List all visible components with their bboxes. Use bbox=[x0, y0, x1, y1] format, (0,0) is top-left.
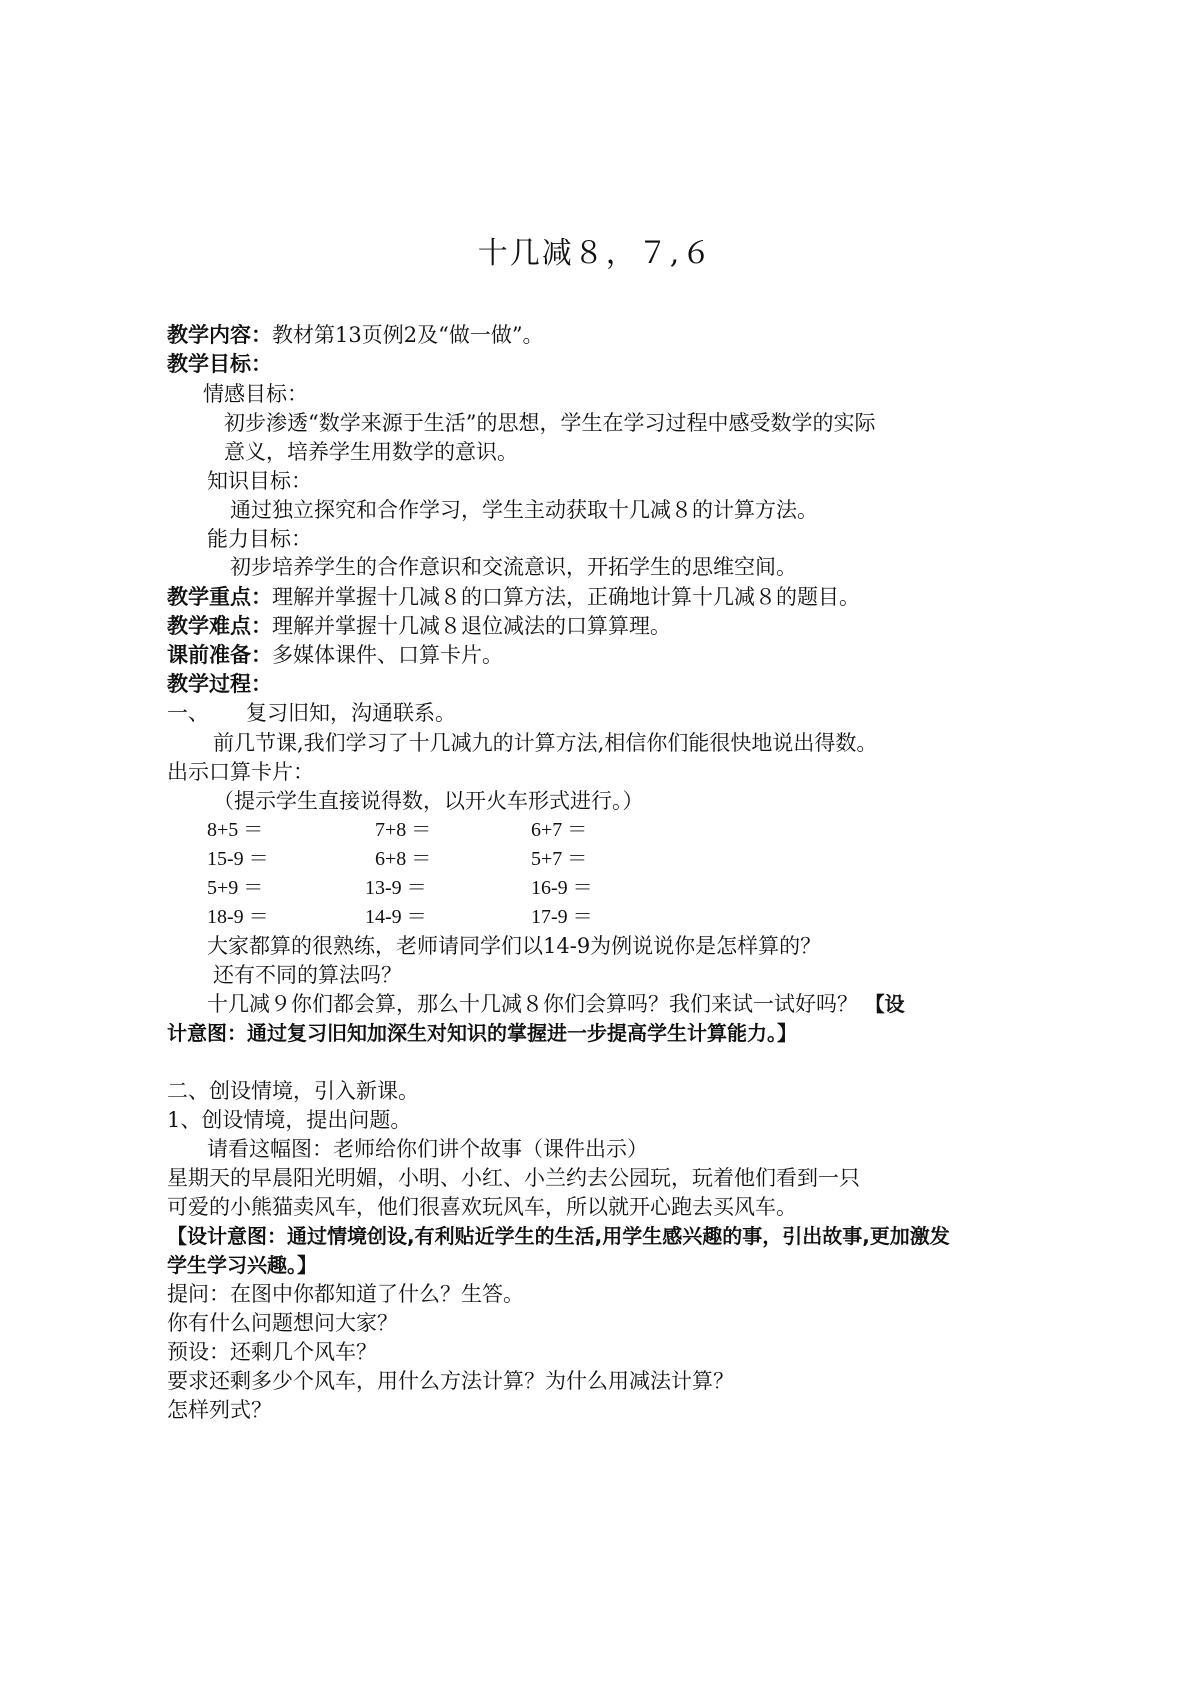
difficulty-line bbox=[167, 612, 671, 640]
paragraph-story-1: 星期天的早晨阳光明媚，小明、小红、小兰约去公园玩，玩着他们看到一只 bbox=[167, 1166, 860, 1190]
question-4: 要求还剩多少个风车，用什么方法计算？为什么用减法计算？ bbox=[167, 1369, 734, 1393]
design-note-2-line-1: 【设计意图：通过情境创设,有利贴近学生的生活,用学生感兴趣的事，引出故事,更加激发 bbox=[167, 1224, 950, 1248]
paragraph-transition bbox=[207, 990, 905, 1018]
paragraph-story-intro: 请看这幅图：老师给你们讲个故事（课件出示） bbox=[207, 1137, 648, 1161]
ability-goal-text: 初步培养学生的合作意识和交流意识，开拓学生的思维空间。 bbox=[230, 555, 797, 579]
ability-goal-label: 能力目标： bbox=[207, 527, 312, 551]
equation-3-2: 13-9 ＝ bbox=[365, 877, 427, 899]
emotion-goal-text-1: 初步渗透“数学来源于生活”的思想，学生在学习过程中感受数学的实际 bbox=[224, 411, 876, 435]
difficulty-label: 教学难点： bbox=[167, 614, 272, 638]
question-5: 怎样列式？ bbox=[167, 1398, 272, 1422]
equation-1-3: 6+7 ＝ bbox=[531, 819, 588, 841]
emotion-goal-label: 情感目标： bbox=[203, 382, 308, 406]
key-point-text: 理解并掌握十几减８的口算方法，正确地计算十几减８的题目。 bbox=[272, 585, 860, 609]
content-text: 教材第13页例2及“做一做”。 bbox=[272, 323, 544, 347]
paragraph-cards: 出示口算卡片： bbox=[167, 760, 314, 784]
equation-3-3: 16-9 ＝ bbox=[531, 877, 593, 899]
preparation-text: 多媒体课件、口算卡片。 bbox=[272, 643, 503, 667]
equation-1-1: 8+5 ＝ bbox=[207, 819, 264, 841]
process-label: 教学过程： bbox=[167, 672, 272, 696]
knowledge-goal-label: 知识目标： bbox=[207, 469, 312, 493]
equation-2-1: 15-9 ＝ bbox=[207, 848, 269, 870]
paragraph-hint: （提示学生直接说得数，以开火车形式进行。） bbox=[213, 789, 644, 813]
equation-1-2: 7+8 ＝ bbox=[375, 819, 432, 841]
paragraph-review: 前几节课,我们学习了十几减九的计算方法,相信你们能很快地说出得数。 bbox=[213, 731, 878, 755]
knowledge-goal-text: 通过独立探究和合作学习，学生主动获取十几减８的计算方法。 bbox=[230, 498, 818, 522]
design-note-1-end: 计意图：通过复习旧知加深生对知识的掌握进一步提高学生计算能力。】 bbox=[167, 1021, 797, 1045]
emotion-goal-text-2: 意义，培养学生用数学的意识。 bbox=[224, 440, 518, 464]
subsection1-title: 1、创设情境，提出问题。 bbox=[167, 1108, 412, 1132]
design-note-1-start: 【设 bbox=[864, 992, 905, 1016]
content-label: 教学内容： bbox=[167, 323, 272, 347]
page-title: 十几减８，７,６ bbox=[477, 236, 714, 271]
equation-4-1: 18-9 ＝ bbox=[207, 906, 269, 928]
question-3: 预设：还剩几个风车？ bbox=[167, 1340, 377, 1364]
goals-label: 教学目标： bbox=[167, 352, 272, 376]
paragraph-example: 大家都算的很熟练，老师请同学们以14-9为例说说你是怎样算的？ bbox=[207, 934, 822, 958]
section2-title: 二、创设情境，引入新课。 bbox=[167, 1079, 419, 1103]
transition-text: 十几减９你们都会算，那么十几减８你们会算吗？我们来试一试好吗？ bbox=[207, 992, 858, 1016]
question-2: 你有什么问题想问大家？ bbox=[167, 1311, 398, 1335]
preparation-label: 课前准备： bbox=[167, 643, 272, 667]
equation-4-2: 14-9 ＝ bbox=[365, 906, 427, 928]
difficulty-text: 理解并掌握十几减８退位减法的口算算理。 bbox=[272, 614, 671, 638]
section1-title: 复习旧知，沟通联系。 bbox=[246, 701, 456, 725]
key-point-line bbox=[167, 583, 860, 611]
equation-3-1: 5+9 ＝ bbox=[207, 877, 264, 899]
equation-4-3: 17-9 ＝ bbox=[531, 906, 593, 928]
preparation-line bbox=[167, 641, 503, 669]
paragraph-story-2: 可爱的小熊猫卖风车，他们很喜欢玩风车，所以就开心跑去买风车。 bbox=[167, 1195, 797, 1219]
key-point-label: 教学重点： bbox=[167, 585, 272, 609]
paragraph-other-methods: 还有不同的算法吗？ bbox=[213, 963, 402, 987]
question-1: 提问：在图中你都知道了什么？生答。 bbox=[167, 1282, 524, 1306]
equation-2-2: 6+8 ＝ bbox=[375, 848, 432, 870]
design-note-2-line-2: 学生学习兴趣。】 bbox=[167, 1253, 317, 1277]
section1-number: 一、 bbox=[167, 701, 209, 725]
equation-2-3: 5+7 ＝ bbox=[531, 848, 588, 870]
content-line bbox=[167, 321, 544, 349]
